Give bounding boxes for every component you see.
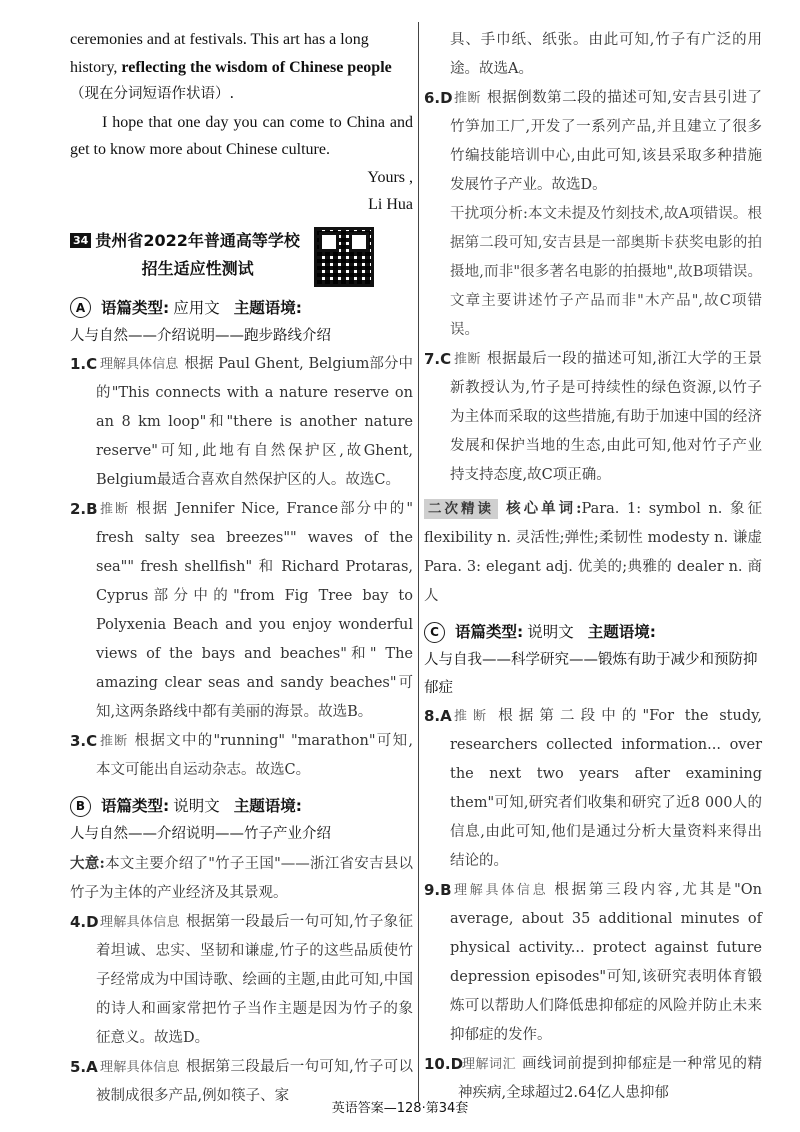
section-c-theme: 人与自我——科学研究——锻炼有助于减少和预防抑郁症	[424, 652, 758, 696]
qr-code-icon	[314, 227, 374, 287]
answer-item-2: 2.B 推断 根据 Jennifer Nice, France部分中的" fresh salty sea breezes"" waves of the sea"" fresh shellfish" 和 Richard Protaras, Cyprus部分中的"from Fig Tree bay to Polyxenia Beach and you enjoy wonderful views of the bays and beaches"和" The amazing clear seas and sandy beaches"可知,这两条路线中都有美丽的海景。故选B。	[70, 500, 413, 720]
second-read-label: 二次精读	[424, 499, 498, 519]
section-a-theme: 人与自然——介绍说明——跑步路线介绍	[70, 327, 331, 344]
section-a-header: A 语篇类型: 应用文 主题语境:	[70, 293, 413, 323]
exam-number: 34	[70, 233, 91, 248]
letter-hope: I hope that one day you can come to China and get to know more about Chinese culture.	[70, 113, 413, 158]
answer-item-9: 9.B 理解具体信息 根据第三段内容,尤其是"On average, about 35 additional minutes of physical activity... protect against future depression episodes"可知,该研究表明体育锻炼可以帮助人们降低患抑郁症的风险并防止未来抑郁症的发作。	[424, 881, 762, 1043]
left-column	[70, 26, 413, 1111]
answer-5-continued: 具、手巾纸、纸张。由此可知,竹子有广泛的用途。故选A。	[450, 32, 762, 77]
letter-line-1: ceremonies and at festivals. This art has a long	[70, 31, 369, 48]
answer-item-5: 5.A 理解具体信息 根据第三段最后一句可知,竹子可以被制成很多产品,例如筷子、家	[70, 1057, 413, 1104]
section-b-header: B 语篇类型: 说明文 主题语境:	[70, 791, 413, 821]
letter-line-2: history, reflecting the wisdom of Chinese people	[70, 58, 392, 76]
letter-closing: Yours ,	[367, 168, 413, 186]
exam-title: 贵州省2022年普通高等学校 招生适应性测试	[95, 230, 300, 278]
column-divider	[418, 22, 419, 1102]
second-read: 二次精读 核心单词:Para. 1: symbol n. 象征 flexibility n. 灵活性;弹性;柔韧性 modesty n. 谦虚 Para. 3: elegant adj. 优美的;典雅的 dealer n. 商人	[424, 500, 762, 604]
exam-header	[70, 227, 413, 287]
letter-bold-phrase: reflecting the wisdom of Chinese people	[121, 58, 392, 76]
answer-item-7: 7.C 推断 根据最后一段的描述可知,浙江大学的王景新教授认为,竹子是可持续性的绿色资源,以竹子为主体而采取的这些措施,有助于加速中国的经济发展和保护当地的生态,由此可知,他对竹子产业持支持态度,故C项正确。	[424, 350, 762, 483]
answer-item-6: 6.D 推断 根据倒数第二段的描述可知,安吉县引进了竹笋加工厂,开发了一系列产品,并且建立了很多竹编技能培训中心,由此可知,该县采取多种措施发展竹子产业。故选D。	[424, 89, 762, 193]
answer-item-3: 3.C 推断 根据文中的"running" "marathon"可知,本文可能出自运动杂志。故选C。	[70, 732, 413, 778]
answer-item-1: 1.C 理解具体信息 根据 Paul Ghent, Belgium部分中的"This connects with a nature reserve on an 8 km loop"和"there is another nature reserve"可知,此地有自然保护区,故Ghent, Belgium最适合喜欢自然保护区的人。故选C。	[70, 355, 413, 488]
section-c-header: C 语篇类型: 说明文 主题语境:	[424, 617, 762, 647]
answer-item-8: 8.A 推断 根据第二段中的"For the study, researchers collected information... over the next two years after examining them"可知,研究者们收集和研究了近8 000人的信息,由此可知,他们是通过分析大量资料来得出结论的。	[424, 707, 762, 869]
right-column	[424, 26, 762, 1108]
section-c-badge: C	[424, 622, 445, 643]
letter-signature: Li Hua	[368, 196, 413, 213]
section-b-theme: 人与自然——介绍说明——竹子产业介绍	[70, 826, 331, 842]
section-a-badge: A	[70, 297, 91, 318]
summary: 大意:本文主要介绍了"竹子王国"——浙江省安吉县以竹子为主体的产业经济及其景观。	[70, 854, 413, 901]
answer-item-4: 4.D 理解具体信息 根据第一段最后一句可知,竹子象征着坦诚、忠实、坚韧和谦虚,竹子的这些品质使竹子经常成为中国诗歌、绘画的主题,由此可知,中国的诗人和画家常把竹子当作主题是因为竹子的象征意义。故选D。	[70, 912, 413, 1046]
letter-note: （现在分词短语作状语）.	[70, 86, 235, 102]
page-footer: 英语答案—128·第34套	[331, 1101, 469, 1116]
answer-item-10: 10.D 理解词汇 画线词前提到抑郁症是一种常见的精神疾病,全球超过2.64亿人患抑郁	[424, 1055, 762, 1101]
section-b-badge: B	[70, 796, 91, 817]
distractor-analysis: 干扰项分析:本文未提及竹刻技术,故A项错误。根据第二段可知,安吉县是一部奥斯卡获奖电影的拍摄地,而非"很多著名电影的拍摄地",故B项错误。文章主要讲述竹子产品而非"木产品",故C项错误。	[450, 206, 762, 338]
